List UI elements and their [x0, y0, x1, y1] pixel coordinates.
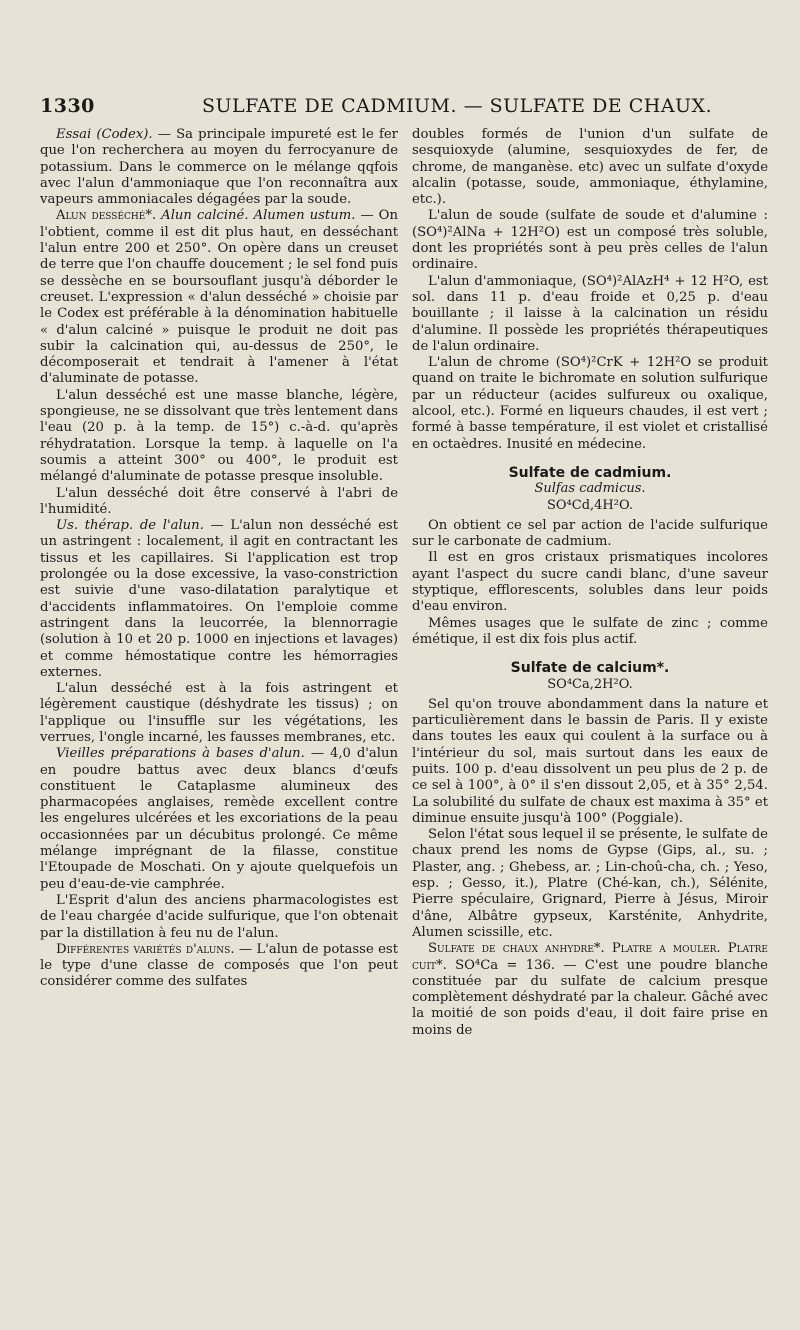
- running-title: SULFATE DE CADMIUM. — SULFATE DE CHAUX.: [202, 95, 713, 117]
- paragraph: L'alun de soude (sulfate de soude et d'alumine : (SO⁴)²AlNa + 12H²O) est un composé très soluble, dont les propriétés sont à peu près celles de l'alun ordinaire.: [412, 208, 768, 273]
- text: — On l'obtient, comme il est dit plus haut, en desséchant l'alun entre 200 et 250°. On opère dans un creuset de terre que l'on chauffe doucement ; le sel fond puis se dessèche en se boursouflant jusqu'à déborder le creuset. L'expression « d'alun desséché » choisie par le Codex est préférable à la dénomination habituelle « d'alun calciné » puisque le produit ne doit pas subir la calcination qui, au-dessus de 250°, le décomposerait et tendrait à l'amener à l'état d'aluminate de potasse.: [40, 208, 398, 387]
- chemical-formula: SO⁴Cd,4H²O.: [546, 497, 634, 513]
- paragraph: L'alun d'ammoniaque, (SO⁴)²AlAzH⁴ + 12 H²O, est sol. dans 11 p. d'eau froide et 0,25 p. d'eau bouillante ; il laisse à la calcination un résidu d'alumine. Il possède les propriétés thérapeutiques de l'alun ordinaire.: [412, 273, 768, 354]
- paragraph: On obtient ce sel par action de l'acide sulfurique sur le carbonate de cadmium.: [412, 517, 768, 550]
- names: Alun calciné. Alumen ustum.: [156, 208, 356, 224]
- paragraph: L'alun desséché est à la fois astringent et légèrement caustique (déshydrate les tissus) ; on l'applique ou l'insuffle sur les végétations, les verrues, l'ongle incarné, les fausses membranes, etc.: [40, 681, 398, 745]
- paragraph: doubles formés de l'union d'un sulfate de sesquioxyde (alumine, sesquioxydes de fer, de chrome, de manganèse. etc) avec un sulfate d'oxyde alcalin (potasse, soude, ammoniaque, éthylamine, etc.).: [412, 127, 768, 208]
- page-number: 1330: [40, 95, 95, 117]
- chemical-formula: SO⁴Ca,2H²O.: [547, 676, 633, 692]
- section-heading-cadmium: Sulfate de cadmium.: [508, 464, 672, 481]
- lead: Vieilles préparations à bases d'alun.: [56, 746, 305, 762]
- text: — Sa principale impureté est le fer que l'on recherchera au moyen du ferrocyanure de potassium. Dans le commerce on le mélange qqfois avec l'alun d'ammoniaque que l'on reconnaîtra aux vapeurs ammoniacales dégagées par la soude.: [40, 127, 398, 208]
- paragraph: Il est en gros cristaux prismatiques incolores ayant l'aspect du sucre candi blanc, d'une saveur styptique, efflorescents, solubles dans leur poids d'eau environ.: [412, 550, 768, 615]
- lead: Us. thérap. de l'alun.: [56, 518, 204, 534]
- right-column: [412, 127, 768, 1039]
- page-header: [40, 95, 765, 125]
- paragraph-alun-desseche: [40, 208, 398, 387]
- paragraph-preparations: [40, 746, 398, 893]
- lead: Différentes variétés d'aluns.: [56, 941, 235, 957]
- lead: Alun desséché*.: [56, 208, 157, 224]
- text: — L'alun de potasse est le type d'une classe de composés que l'on peut considérer comme des sulfates: [40, 941, 398, 990]
- lead: Sulfate de chaux anhydre*. Platre a mouler. Platre cuit*.: [412, 941, 768, 973]
- text: — 4,0 d'alun en poudre battus avec deux blancs d'œufs constituent le Cataplasme alumineux des pharmacopées anglaises, remède excellent contre les engelures ulcérées et les excoriations de la peau occasionnées par un décubitus prolongé. Ce même mélange imprégnant de la filasse, constitue l'Etoupade de Moschati. On y ajoute quelquefois un peu d'eau-de-vie camphrée.: [40, 746, 398, 892]
- paragraph: L'alun desséché doit être conservé à l'abri de l'humidité.: [40, 485, 398, 517]
- paragraph: Mêmes usages que le sulfate de zinc ; comme émétique, il est dix fois plus actif.: [412, 615, 768, 647]
- paragraph-essai: [40, 127, 398, 208]
- paragraph-varietes: [40, 942, 398, 991]
- paragraph-usages: [40, 518, 398, 681]
- paragraph: Sel qu'on trouve abondamment dans la nature et particulièrement dans le bassin de Paris. Il y existe dans toutes les eaux qui coulent à la surface ou à l'intérieur du sol, mais surtout dans les eaux de puits. 100 p. d'eau dissolvent un peu plus de 2 p. de ce sel à 100°, à 0° il s'en dissout 2,05, et à 35° 2,54. La solubilité du sulfate de chaux est maxima à 35° et diminue ensuite jusqu'à 100° (Poggiale).: [412, 696, 768, 826]
- lead: Essai (Codex).: [56, 127, 153, 142]
- left-column: [40, 127, 398, 991]
- paragraph: L'Esprit d'alun des anciens pharmacologistes est de l'eau chargée d'acide sulfurique, que l'on obtenait par la distillation à feu nu de l'alun.: [40, 892, 398, 941]
- latin-name: Sulfas cadmicus.: [534, 481, 646, 497]
- paragraph: Selon l'état sous lequel il se présente, le sulfate de chaux prend les noms de Gypse (Gips, al., su. ; Plaster, ang. ; Ghebess, ar. ; Lin-choû-cha, ch. ; Yeso, esp. ; Gesso, it.), Platre (Ché-kan, ch.), Sélénite, Pierre spéculaire, Grignard, Pierre à Jésus, Miroir d'âne, Albâtre gypseux, Karsténite, Anhydrite, Alumen scissille, etc.: [412, 827, 768, 940]
- paragraph-platre: [412, 941, 768, 1039]
- text: — L'alun non desséché est un astringent : localement, il agit en contractant les tissus et les capillaires. Si l'application est trop prolongée ou la dose excessive, la vaso-constriction est suivie d'une vaso-dilatation paralytique et d'accidents inflammatoires. On l'emploie comme astringent dans la leucorrée, la blennorragie (solution à 10 et 20 p. 1000 en injections et lavages) et comme hémostatique contre les hémorragies externes.: [40, 518, 398, 680]
- text: SO⁴Ca = 136. — C'est une poudre blanche constituée par du sulfate de calcium presque complètement déshydraté par la chaleur. Gâché avec la moitié de son poids d'eau, il doit faire prise en moins de: [412, 957, 768, 1038]
- paragraph: L'alun de chrome (SO⁴)²CrK + 12H²O se produit quand on traite le bichromate en solution sulfurique par un réducteur (acides sulfureux ou oxalique, alcool, etc.). Formé en liqueurs chaudes, il est vert ; formé à basse température, il est violet et cristallisé en octaèdres. Inusité en médecine.: [412, 355, 768, 452]
- paragraph: L'alun desséché est une masse blanche, légère, spongieuse, ne se dissolvant que très lentement dans l'eau (20 p. à la temp. de 15°) c.-à-d. qu'après réhydratation. Lorsque la temp. à laquelle on l'a soumis a atteint 300° ou 400°, le produit est mélangé d'aluminate de potasse presque insoluble.: [40, 387, 398, 485]
- section-heading-calcium: Sulfate de calcium*.: [510, 660, 670, 677]
